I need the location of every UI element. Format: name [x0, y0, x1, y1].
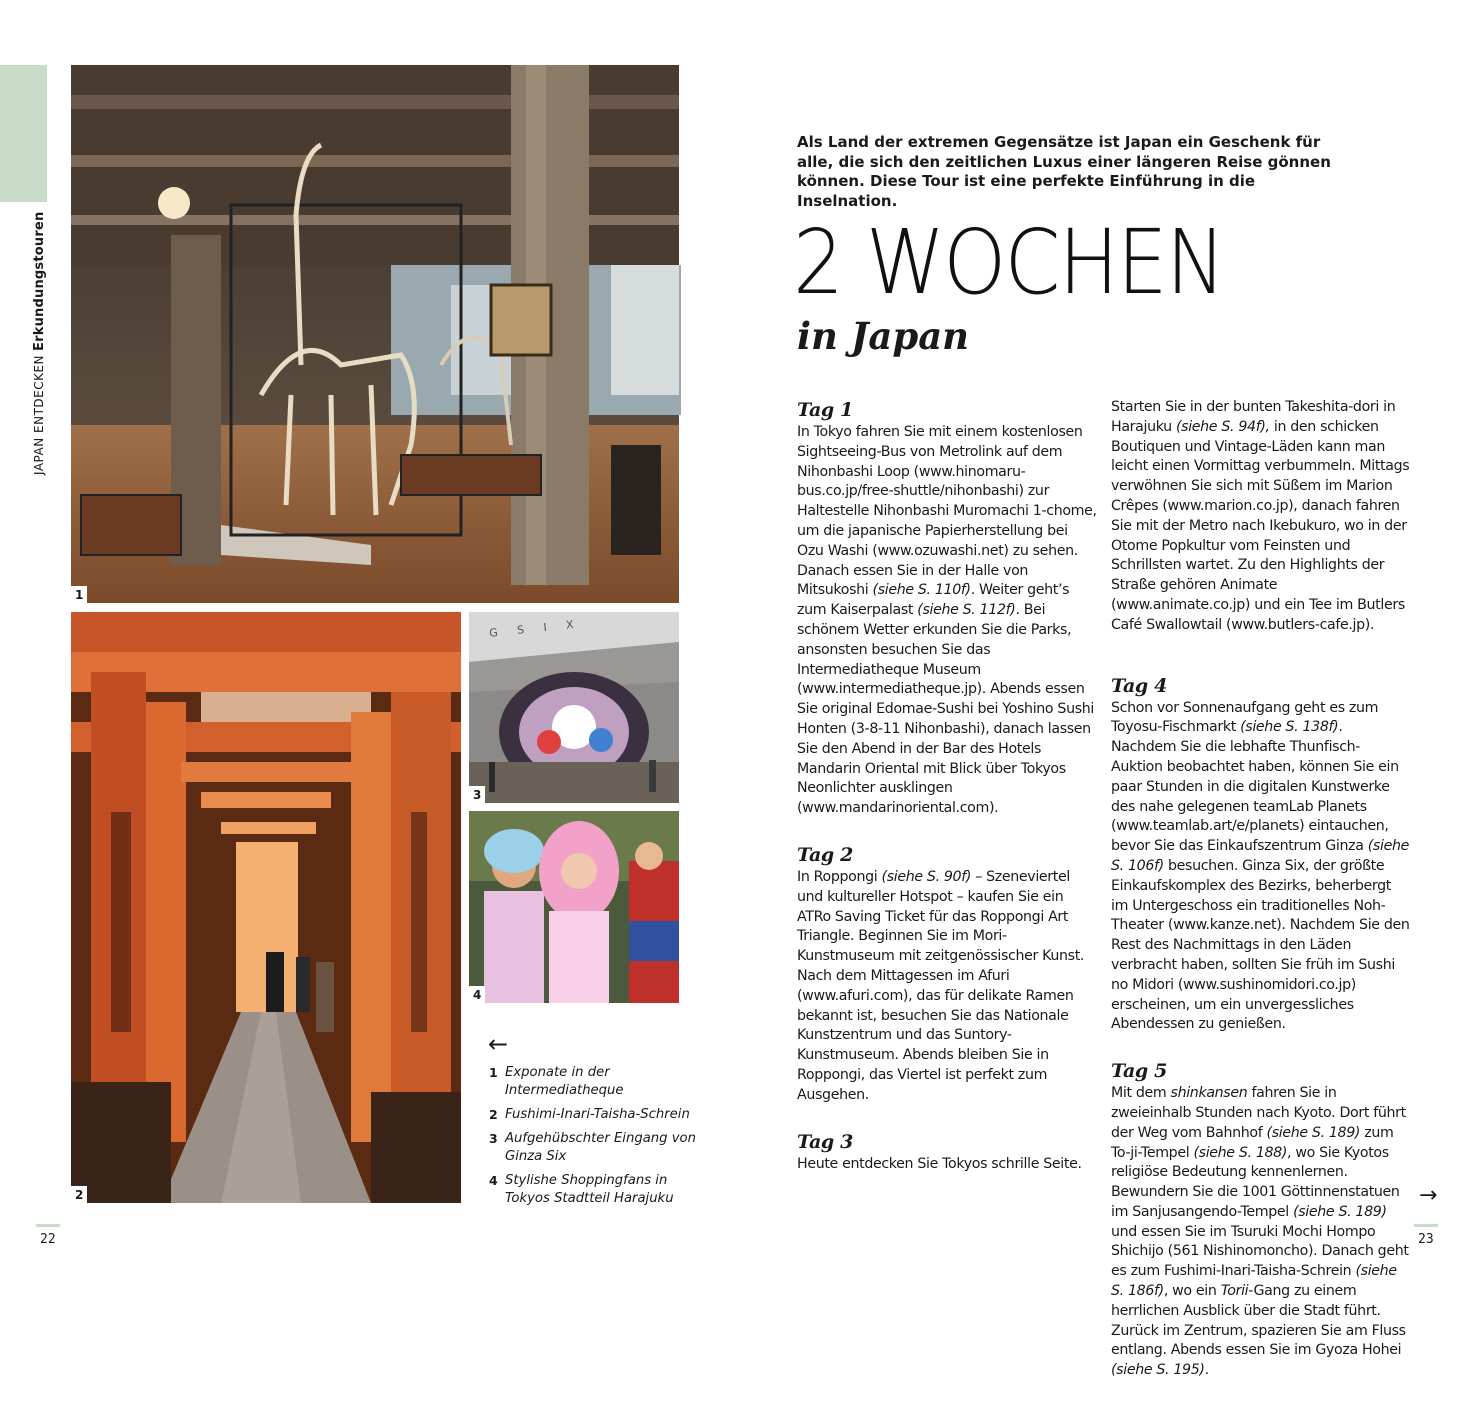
body-text: , wo Sie Kyotos religiöse Bedeutung kennenlernen. Bewundern Sie die 1001 Göttinnenstatuen im Sanjusangendo-Tempel: [1111, 1144, 1400, 1220]
day-body: [1111, 699, 1411, 1036]
intro-text: Als Land der extremen Gegensätze ist Japan ein Geschenk für alle, die sich den zeitlichen Luxus einer längeren Reise gönnen können. Diese Tour ist eine perfekte Einführung in die Inselnation.: [797, 133, 1331, 210]
photo-museum: [71, 65, 679, 603]
caption-4: [489, 1172, 699, 1208]
arrow-left-icon: ←: [488, 1030, 509, 1058]
day-section: [1111, 674, 1411, 1036]
page-number-rule-left: [36, 1224, 60, 1227]
day-heading: Tag 2: [797, 843, 854, 866]
photo-badge-3: 3: [469, 786, 485, 804]
page-reference: (siehe S. 189): [1293, 1203, 1387, 1220]
body-text: In Roppongi: [797, 868, 882, 885]
page-reference: Torii: [1220, 1283, 1249, 1300]
caption-number: 1: [489, 1065, 498, 1080]
page-subtitle: in Japan: [797, 314, 970, 358]
body-text: Heute entdecken Sie Tokyos schrille Seite.: [797, 1155, 1082, 1172]
page-reference: (siehe S. 90f): [881, 868, 972, 885]
day-heading: Tag 1: [797, 399, 854, 421]
ginza-six-sign: G S I X: [488, 617, 583, 640]
day-body: [797, 1155, 1097, 1175]
body-text: In Tokyo fahren Sie mit einem kostenlosen Sightseeing-Bus von Metrolink auf dem Nihonbashi Loop (www.hinomaru-bus.co.jp/free-shuttle/nihonbashi) zur Haltestelle Nihonbashi Muromachi 1-chome, um die japanische Papierherstellung bei Ozu Washi (www.ozuwashi.net) zu sehen. Danach essen Sie in der Halle von Mitsukoshi: [797, 424, 1097, 599]
caption-2: [489, 1106, 699, 1124]
day-heading: Tag 4: [1111, 674, 1168, 697]
photo-badge-4: 4: [469, 986, 485, 1004]
page-number-right: 23: [1418, 1232, 1434, 1247]
caption-number: 3: [489, 1131, 498, 1146]
caption-1: [489, 1064, 699, 1100]
page-reference: (siehe S. 186f): [1111, 1263, 1397, 1300]
body-text: fahren Sie in zweieinhalb Stunden nach Kyoto. Dort führt der Weg vom Bahnhof: [1111, 1085, 1406, 1141]
body-text: , wo ein: [1163, 1283, 1221, 1300]
body-text: den schicken Boutiquen und Vintage-Läden kann man leicht einen Vormittag verbummeln. Mittags verwöhnen Sie sich mit Süßem im Marion Crêpes (www.marion.co.jp), danach fahren Sie mit der Metro nach Ikebukuro, wo in der Otome Popkultur vom Feinsten und Schrillsten wartet. Zu den Highlights der Straße gehören Animate (www.animate.co.jp) und ein Tee im Butlers Café Swallowtail (www.butlers-cafe.jp).: [1111, 418, 1410, 633]
day-body: [1111, 1084, 1411, 1381]
day-section-continued: [1111, 398, 1411, 636]
day-section: [797, 398, 1097, 819]
body-text: . Weiter geht’s zum Kaiserpalast: [797, 582, 1070, 619]
photo-ginza-six: [469, 612, 679, 803]
body-text: Mit dem: [1111, 1085, 1171, 1102]
page-reference: S. 94f),: [1221, 418, 1270, 435]
page-reference: (siehe S. 138f): [1240, 719, 1339, 736]
text-column-right: [1111, 674, 1411, 1405]
body-text: Starten Sie in der bunten Takeshita-dori in Harajuku: [1111, 399, 1396, 435]
photo-captions: [489, 1064, 699, 1214]
page-number-rule-right: [1414, 1224, 1438, 1227]
photo-badge-1: 1: [71, 586, 87, 604]
caption-3: [489, 1130, 699, 1166]
page-reference: (siehe S. 195): [1111, 1362, 1205, 1379]
page-reference: shinkansen: [1170, 1085, 1248, 1102]
body-text: – Szeneviertel und kultureller Hotspot – kaufen Sie ein ATRo Saving Ticket für das Roppongi Art Triangle. Beginnen Sie im Mori-Kunstmuseum mit zeitgenössischer Kunst. Nach dem Mittagessen im Afuri (www.afuri.com), das für delikate Ramen bekannt ist, besuchen Sie das Nationale Kunstzentrum und das Suntory-Kunstmuseum. Abends bleiben Sie in Roppongi, das Viertel ist perfekt zum Ausgehen.: [797, 868, 1085, 1103]
text-column-right-top: [1111, 398, 1411, 660]
text-column-left: [797, 398, 1097, 1198]
body-text: zum To-ji-Tempel: [1111, 1124, 1394, 1161]
caption-text: Exponate in der Intermediatheque: [505, 1065, 624, 1098]
caption-number: 2: [489, 1107, 498, 1122]
caption-number: 4: [489, 1173, 498, 1188]
page-reference: (siehe S. 189): [1266, 1124, 1361, 1141]
body-text: -Gang zu einem herrlichen Ausblick über die Stadt führt. Zurück im Zentrum, spazieren Sie am Fluss entlang. Abends essen Sie im Gyoza Hohei: [1111, 1283, 1406, 1359]
arrow-right-icon: →: [1419, 1183, 1438, 1208]
body-text: in: [1269, 418, 1291, 435]
body-text: . Nachdem Sie die lebhafte Thunfisch-Auktion beobachtet haben, können Sie ein paar Stunden in die digitalen Kunstwerke des nahe gelegenen teamLab Planets (www.teamlab.art/e/planets) eintauchen, bevor Sie das Einkaufszentrum Ginza: [1111, 719, 1399, 855]
section-tab-marker: [0, 65, 47, 202]
section-name: JAPAN ENTDECKEN: [32, 354, 46, 475]
page-number-left: 22: [40, 1232, 56, 1247]
body-text: besuchen. Ginza Six, der größte Einkaufskomplex des Bezirks, beherbergt im Untergeschoss ein traditionelles Noh-Theater (www.kanze.net). Nachdem Sie den Rest des Nachmittags in den Läden verbracht haben, sollten Sie früh im Sushi no Midori (www.sushinomidori.co.jp) erscheinen, um ein unvergessliches Abendessen zu genießen.: [1111, 857, 1410, 1033]
day-body: [797, 423, 1097, 819]
caption-text: Stylishe Shoppingfans in Tokyos Stadtteil Harajuku: [505, 1173, 674, 1206]
page-reference: (siehe S. 112f): [917, 602, 1016, 619]
photo-badge-2: 2: [71, 1186, 87, 1204]
page-reference: (siehe: [1175, 418, 1222, 435]
page-reference: (siehe S. 106f): [1111, 838, 1409, 874]
body-text: Schon vor Sonnenaufgang geht es zum Toyosu-Fischmarkt: [1111, 699, 1379, 736]
day-body-continued: [1111, 398, 1411, 636]
page-reference: (siehe S. 110f): [872, 582, 971, 599]
day-body: [797, 868, 1097, 1106]
body-text: .: [1204, 1362, 1209, 1379]
day-heading: Tag 3: [797, 1130, 854, 1153]
page-title: 2 WOCHEN: [793, 210, 1224, 314]
day-heading: Tag 5: [1111, 1060, 1168, 1083]
day-section: [797, 843, 1097, 1106]
caption-text: Fushimi-Inari-Taisha-Schrein: [505, 1107, 690, 1122]
day-section: [1111, 1059, 1411, 1381]
page-reference: (siehe S. 188): [1193, 1144, 1288, 1161]
section-label: [32, 212, 47, 475]
caption-text: Aufgehübschter Eingang von Ginza Six: [505, 1131, 696, 1164]
body-text: . Bei schönem Wetter erkunden Sie die Parks, ansonsten besuchen Sie das Intermediatheque Museum (www.intermediatheque.jp). Abends essen Sie original Edomae-Sushi bei Yoshino Sushi Honten (3-8-11 Nihonbashi), danach lassen Sie den Abend in der Bar des Hotels Mandarin Oriental mit Blick über Tokyos Neonlichter ausklingen (www.mandarinoriental.com).: [797, 602, 1094, 817]
body-text: und essen Sie im Tsuruki Mochi Hompo Shichijo (561 Nishinomoncho). Danach geht es zum Fushimi-Inari-Taisha-Schrein: [1111, 1223, 1409, 1280]
photo-torii: [71, 612, 461, 1203]
day-section: [797, 1130, 1097, 1175]
photo-harajuku: [469, 811, 679, 1003]
chapter-name: Erkundungstouren: [32, 211, 47, 351]
